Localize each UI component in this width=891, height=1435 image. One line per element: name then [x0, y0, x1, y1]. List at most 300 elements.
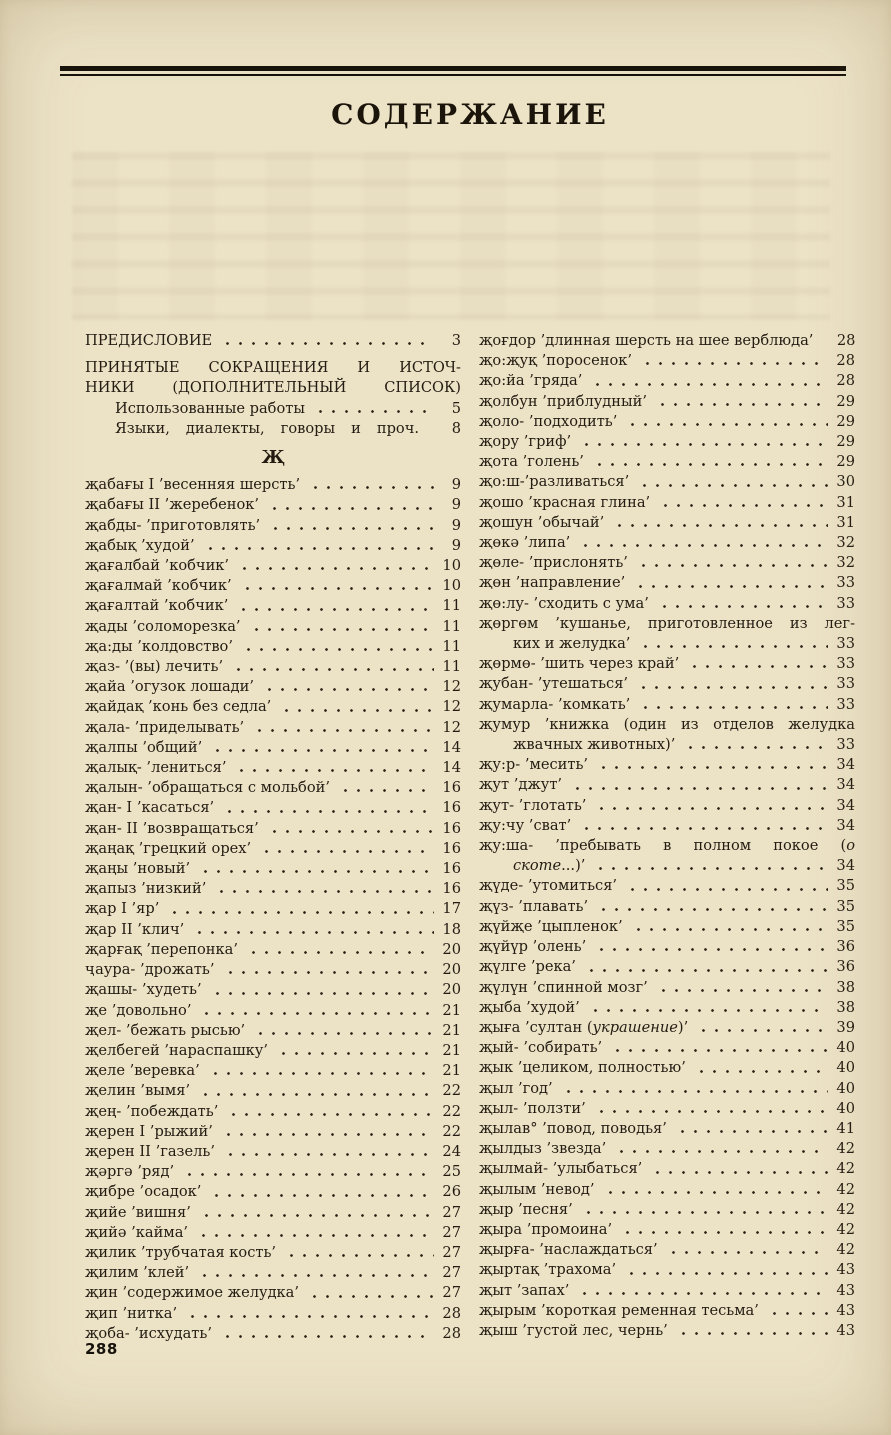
entry-text: җота ’голень’ — [479, 453, 584, 471]
entry-page-number: 12 — [442, 678, 461, 696]
dot-leader — [649, 1159, 828, 1179]
entry-text: җыба ’худой’ — [479, 998, 580, 1016]
toc-entry — [85, 899, 461, 919]
entry-page-number: 42 — [836, 1180, 855, 1198]
dot-leader — [632, 573, 828, 593]
dot-leader — [654, 392, 828, 412]
toc-entry — [85, 960, 461, 980]
entry-page-number: 38 — [836, 998, 855, 1016]
entry-text: җерен II ’газель’ — [85, 1142, 216, 1160]
entry-page-number: 11 — [442, 658, 461, 676]
dot-leader — [208, 1182, 434, 1202]
entry-text: җыл- ’ползти’ — [479, 1099, 586, 1117]
toc-entry — [479, 816, 855, 836]
toc-entries-left — [85, 475, 461, 1344]
bleedthrough-texture — [72, 152, 830, 320]
entry-text: җык ’целиком, полностью’ — [479, 1059, 686, 1077]
entry-page-number: 33 — [836, 655, 855, 673]
entry-text: җайа ’огузок лошади’ — [85, 678, 255, 696]
dot-leader — [166, 899, 434, 919]
toc-entry — [479, 452, 855, 472]
toc-entry — [85, 596, 461, 616]
dot-leader — [222, 960, 434, 980]
entry-text: җошо ’красная глина’ — [479, 493, 651, 511]
toc-entry — [85, 778, 461, 798]
entry-text: җу:р- ’месить’ — [479, 756, 589, 774]
entry-page-number: 43 — [836, 1261, 855, 1279]
dot-leader — [578, 816, 828, 836]
entry-page-number: 20 — [442, 940, 461, 958]
dot-leader — [195, 1223, 434, 1243]
dot-leader — [682, 735, 828, 755]
entry-text: җылмай- ’улыбаться’ — [479, 1160, 643, 1178]
toc-entry — [85, 1142, 461, 1162]
entry-page-number: 30 — [836, 473, 855, 491]
toc-entry — [479, 654, 855, 674]
entry-page-number: 27 — [442, 1243, 461, 1261]
toc-entry — [85, 1122, 461, 1142]
entry-text: җилик ’трубчатая кость’ — [85, 1243, 277, 1261]
dot-leader — [569, 775, 828, 795]
toc-entry — [85, 819, 461, 839]
entry-page-number: 16 — [442, 799, 461, 817]
dot-leader — [766, 1301, 828, 1321]
toc-entry — [479, 432, 855, 452]
dot-leader — [589, 371, 828, 391]
entry-text: җибре ’осадок’ — [85, 1183, 202, 1201]
toc-entry — [85, 536, 461, 556]
entry-text: ких и желудка’ — [513, 635, 631, 653]
toc-entry — [479, 1321, 855, 1341]
dot-leader — [230, 657, 434, 677]
entry-text: җеле ’веревка’ — [85, 1062, 200, 1080]
dot-leader — [580, 1200, 828, 1220]
dot-leader — [426, 419, 434, 439]
entry-page-number: 21 — [442, 1041, 461, 1059]
dot-leader — [595, 897, 828, 917]
toc-entry — [479, 513, 855, 533]
entry-page-number: 29 — [836, 433, 855, 451]
entry-page-number: 35 — [836, 897, 855, 915]
toc-entry — [85, 516, 461, 536]
toc-entry — [479, 755, 855, 775]
dot-leader — [611, 513, 828, 533]
entry-page-number: 28 — [836, 352, 855, 370]
dot-leader — [220, 1122, 434, 1142]
toc-entry — [479, 674, 855, 694]
front-matter-row — [85, 419, 461, 439]
toc-entry — [479, 1180, 855, 1200]
entry-page-number: 9 — [451, 476, 461, 494]
entry-text: җылдыз ’звезда’ — [479, 1140, 607, 1158]
dot-leader — [592, 856, 828, 876]
entry-text: җабағы I ’весенняя шерсть’ — [85, 476, 301, 494]
page-number: 288 — [85, 1340, 118, 1358]
entry-page-number: 24 — [442, 1142, 461, 1160]
entry-text: Использованные работы — [115, 399, 305, 417]
entry-page-number: 16 — [442, 819, 461, 837]
entry-text: җең- ’побеждать’ — [85, 1102, 219, 1120]
entry-text: җору ’гриф’ — [479, 433, 572, 451]
entry-text: җағалтай ’кобчик’ — [85, 597, 229, 615]
entry-text: җут- ’глотать’ — [479, 796, 587, 814]
toc-entry — [479, 897, 855, 917]
entry-text: җапыз ’низкий’ — [85, 880, 207, 898]
entry-text: җүде- ’утомиться’ — [479, 877, 618, 895]
entry-text: җо:ш-’разливаться’ — [479, 473, 630, 491]
front-matter-row — [85, 331, 461, 351]
entry-text: җыра ’промоина’ — [479, 1220, 613, 1238]
toc-entry — [479, 493, 855, 513]
entry-page-number: 40 — [836, 1079, 855, 1097]
dot-leader — [820, 331, 828, 351]
entry-text: ҷаура- ’дрожать’ — [85, 961, 215, 979]
entry-text: җырым ’короткая ременная тесьма’ — [479, 1301, 759, 1319]
dot-leader — [675, 1321, 828, 1341]
toc-entry — [479, 775, 855, 795]
toc-entry — [85, 1223, 461, 1243]
toc-entry — [479, 1240, 855, 1260]
toc-entry — [85, 677, 461, 697]
toc-entry — [85, 1263, 461, 1283]
toc-entry — [85, 1081, 461, 1101]
dot-leader — [636, 472, 828, 492]
dot-leader — [307, 475, 434, 495]
toc-entry — [479, 1200, 855, 1220]
toc-entry — [479, 1301, 855, 1321]
toc-entry — [479, 412, 855, 432]
toc-entry — [479, 695, 855, 715]
entry-page-number: 27 — [442, 1284, 461, 1302]
dot-leader — [221, 798, 434, 818]
entry-page-number: 29 — [836, 412, 855, 430]
dot-leader — [233, 758, 434, 778]
toc-column-left — [85, 331, 461, 1344]
entry-page-number: 11 — [442, 597, 461, 615]
entry-page-number: 9 — [451, 516, 461, 534]
toc-entry — [85, 1162, 461, 1182]
entry-text: җүлге ’река’ — [479, 958, 576, 976]
entry-text: җе ’довольно’ — [85, 1001, 192, 1019]
entry-text: җөн ’направление’ — [479, 574, 626, 592]
entry-page-number: 28 — [442, 1324, 461, 1342]
dot-leader — [630, 917, 828, 937]
entry-text: җалын- ’обращаться с мольбой’ — [85, 779, 330, 797]
entry-page-number: 34 — [836, 796, 855, 814]
entry-page-number: 33 — [836, 675, 855, 693]
entry-page-number: 9 — [451, 496, 461, 514]
entry-text: җар I ’яр’ — [85, 900, 160, 918]
dot-leader — [639, 351, 828, 371]
dot-leader — [197, 1081, 434, 1101]
toc-entry — [85, 798, 461, 818]
toc-entry — [85, 657, 461, 677]
toc-entry — [479, 371, 855, 391]
entry-text: җо:йа ’гряда’ — [479, 372, 583, 390]
toc-entry — [479, 1079, 855, 1099]
dot-leader — [266, 495, 434, 515]
dot-leader — [560, 1079, 828, 1099]
dot-leader — [198, 1001, 434, 1021]
entry-text: ПРЕДИСЛОВИЕ — [85, 332, 213, 349]
entry-text: җыртақ ’трахома’ — [479, 1261, 617, 1279]
toc-entry — [479, 331, 855, 351]
entry-text: җабды- ’приготовлять’ — [85, 516, 261, 534]
dot-leader — [245, 940, 434, 960]
entry-page-number: 40 — [836, 1059, 855, 1077]
toc-entry — [85, 980, 461, 1000]
entry-page-number: 28 — [836, 372, 855, 390]
dot-leader — [225, 1102, 434, 1122]
entry-text: җөле- ’прислонять’ — [479, 554, 628, 572]
entry-text: җу:чу ’сват’ — [479, 816, 572, 834]
dot-leader — [674, 1119, 828, 1139]
dot-leader — [609, 1038, 828, 1058]
toc-entry — [85, 495, 461, 515]
entry-text: җаңақ ’грецкий орех’ — [85, 839, 252, 857]
entry-page-number: 42 — [836, 1200, 855, 1218]
entry-text: җелин ’вымя’ — [85, 1082, 191, 1100]
entry-page-number: 29 — [836, 453, 855, 471]
toc-column-right — [479, 331, 855, 1344]
toc-entry — [85, 1061, 461, 1081]
dot-leader — [665, 1240, 828, 1260]
entry-page-number: 10 — [442, 557, 461, 575]
toc-entry — [85, 718, 461, 738]
toc-entry — [479, 957, 855, 977]
entry-text: НИКИ (ДОПОЛНИТЕЛЬНЫЙ СПИСОК) — [85, 379, 461, 397]
toc-entry — [479, 351, 855, 371]
entry-text: җүз- ’плавать’ — [479, 897, 589, 915]
dot-leader — [209, 738, 434, 758]
entry-page-number: 8 — [451, 419, 461, 437]
entry-page-number: 27 — [442, 1223, 461, 1241]
dot-leader — [248, 617, 434, 637]
dot-leader — [623, 1260, 828, 1280]
dot-leader — [577, 533, 828, 553]
entry-text: җа:ды ’колдовство’ — [85, 637, 233, 655]
entry-page-number: 28 — [442, 1304, 461, 1322]
dot-leader — [278, 697, 434, 717]
entry-text: җағалмай ’кобчик’ — [85, 577, 232, 595]
dot-leader — [209, 980, 434, 1000]
dot-leader — [312, 399, 434, 419]
entry-text: җыт ’запах’ — [479, 1281, 570, 1299]
entry-text: җумарла- ’комкать’ — [479, 695, 631, 713]
dot-leader — [261, 677, 434, 697]
dot-leader — [213, 879, 434, 899]
entry-page-number: 3 — [451, 332, 461, 349]
toc-entry — [479, 876, 855, 896]
entry-text: җөрмө- ’шить через край’ — [479, 655, 680, 673]
entry-text: җоба- ’исхудать’ — [85, 1324, 212, 1342]
entry-text: җелбегей ’нараспашку’ — [85, 1041, 269, 1059]
toc-entries-right — [479, 331, 855, 1341]
dot-leader — [219, 331, 434, 351]
entry-text: җый- ’собирать’ — [479, 1039, 603, 1057]
toc-entry — [479, 573, 855, 593]
entry-page-number: 11 — [442, 617, 461, 635]
entry-text: җоғдор ’длинная шерсть на шее верблюда’ — [479, 332, 814, 349]
toc-entry — [85, 475, 461, 495]
entry-text: җилим ’клей’ — [85, 1264, 190, 1282]
entry-page-number: 32 — [836, 554, 855, 572]
dot-leader — [593, 937, 828, 957]
toc-entry — [85, 576, 461, 596]
entry-page-number: 20 — [442, 961, 461, 979]
toc-entry — [479, 1018, 855, 1038]
entry-page-number: 31 — [836, 513, 855, 531]
entry-text: Языки, диалекты, говоры и проч. — [115, 419, 419, 437]
toc-entry — [479, 1220, 855, 1240]
toc-columns — [85, 331, 855, 1344]
entry-page-number: 29 — [836, 392, 855, 410]
entry-page-number: 27 — [442, 1264, 461, 1282]
dot-leader — [202, 536, 434, 556]
entry-text: җан- I ’касаться’ — [85, 799, 215, 817]
dot-leader — [624, 412, 828, 432]
dot-leader — [587, 998, 828, 1018]
dot-leader — [693, 1058, 828, 1078]
entry-page-number: 16 — [442, 839, 461, 857]
dot-leader — [239, 576, 434, 596]
entry-page-number: 42 — [836, 1241, 855, 1259]
entry-page-number: 36 — [836, 938, 855, 956]
front-matter-row — [85, 358, 461, 378]
dot-leader — [593, 1099, 828, 1119]
entry-text: җады ’соломорезка’ — [85, 617, 241, 635]
toc-entry — [479, 1099, 855, 1119]
dot-leader — [181, 1162, 434, 1182]
toc-entry — [85, 879, 461, 899]
toc-entry — [479, 1281, 855, 1301]
entry-text: җошун ’обычай’ — [479, 513, 605, 531]
dot-leader — [236, 556, 434, 576]
entry-text: җыш ’густой лес, чернь’ — [479, 1321, 668, 1339]
dot-leader — [258, 839, 434, 859]
entry-page-number: 36 — [836, 958, 855, 976]
dot-leader — [283, 1243, 434, 1263]
toc-entry — [85, 1304, 461, 1324]
entry-text: җар II ’клич’ — [85, 920, 185, 938]
entry-page-number: 26 — [442, 1183, 461, 1201]
dot-leader — [593, 796, 828, 816]
entry-page-number: 33 — [836, 736, 855, 754]
toc-entry — [85, 1102, 461, 1122]
entry-page-number: 43 — [836, 1321, 855, 1339]
entry-page-number: 34 — [836, 816, 855, 834]
dot-leader — [576, 1281, 828, 1301]
entry-page-number: 22 — [442, 1082, 461, 1100]
entry-page-number: 22 — [442, 1102, 461, 1120]
entry-page-number: 18 — [442, 920, 461, 938]
toc-entry — [479, 392, 855, 412]
toc-entry — [479, 978, 855, 998]
entry-page-number: 34 — [836, 756, 855, 774]
entry-page-number: 25 — [442, 1163, 461, 1181]
entry-page-number: 14 — [442, 759, 461, 777]
entry-page-number: 12 — [442, 698, 461, 716]
entry-text: җубан- ’утешаться’ — [479, 675, 629, 693]
entry-text: җин ’содержимое желудка’ — [85, 1284, 300, 1302]
dot-leader — [240, 637, 434, 657]
dot-leader — [624, 876, 828, 896]
entry-text: җүлүн ’спинной мозг’ — [479, 978, 648, 996]
dot-leader — [656, 594, 828, 614]
entry-page-number: 34 — [836, 857, 855, 875]
toc-entry — [85, 1283, 461, 1303]
entry-text: җыға ’султан (украшение)’ — [479, 1018, 689, 1036]
dot-leader — [695, 1018, 828, 1038]
entry-page-number: 22 — [442, 1122, 461, 1140]
toc-entry — [85, 637, 461, 657]
dot-leader — [578, 432, 828, 452]
dot-leader — [184, 1304, 434, 1324]
toc-entry — [85, 940, 461, 960]
toc-entry — [479, 1038, 855, 1058]
entry-page-number: 11 — [442, 637, 461, 655]
entry-page-number: 38 — [836, 978, 855, 996]
entry-page-number: 40 — [836, 1039, 855, 1057]
toc-entry — [85, 920, 461, 940]
entry-text: җолбун ’приблудный’ — [479, 392, 647, 410]
entry-page-number: 43 — [836, 1301, 855, 1319]
toc-entry — [85, 556, 461, 576]
entry-page-number: 32 — [836, 534, 855, 552]
entry-text: җүйҗе ’цыпленок’ — [479, 917, 623, 935]
dot-leader — [219, 1324, 434, 1344]
dot-leader — [222, 1142, 434, 1162]
front-matter — [85, 331, 461, 439]
entry-page-number: 33 — [836, 695, 855, 713]
toc-entry — [479, 1058, 855, 1078]
entry-page-number: 42 — [836, 1140, 855, 1158]
entry-text: җийе ’вишня’ — [85, 1203, 191, 1221]
dot-leader — [306, 1283, 434, 1303]
entry-text: җылав° ’повод, поводья’ — [479, 1119, 667, 1137]
entry-page-number: 21 — [442, 1001, 461, 1019]
entry-text: җумур ’книжка (один из отделов желудка — [479, 715, 855, 733]
toc-entry — [85, 1324, 461, 1344]
entry-page-number: 17 — [442, 900, 461, 918]
dot-leader — [637, 634, 828, 654]
entry-text: җыл ’год’ — [479, 1079, 553, 1097]
entry-page-number: 33 — [836, 635, 855, 653]
toc-entry — [85, 1041, 461, 1061]
toc-entry — [479, 594, 855, 614]
toc-entry — [479, 937, 855, 957]
entry-text: җарғақ ’перепонка’ — [85, 940, 238, 958]
dot-leader — [602, 1180, 828, 1200]
entry-text: җабағы II ’жеребенок’ — [85, 496, 260, 514]
entry-text: җаңы ’новый’ — [85, 860, 191, 878]
toc-entry — [479, 553, 855, 573]
entry-page-number: 16 — [442, 880, 461, 898]
entry-page-number: 40 — [836, 1099, 855, 1117]
front-matter-row — [85, 399, 461, 419]
toc-entry — [479, 472, 855, 492]
entry-text: җип ’нитка’ — [85, 1304, 178, 1322]
dot-leader — [595, 755, 828, 775]
dot-leader — [686, 654, 828, 674]
entry-text: җабық ’худой’ — [85, 536, 195, 554]
entry-text: җүйүр ’олень’ — [479, 938, 587, 956]
entry-page-number: 35 — [836, 877, 855, 895]
entry-page-number: 16 — [442, 860, 461, 878]
entry-page-number: 5 — [451, 399, 461, 417]
toc-entry — [85, 617, 461, 637]
toc-entry — [479, 836, 855, 876]
